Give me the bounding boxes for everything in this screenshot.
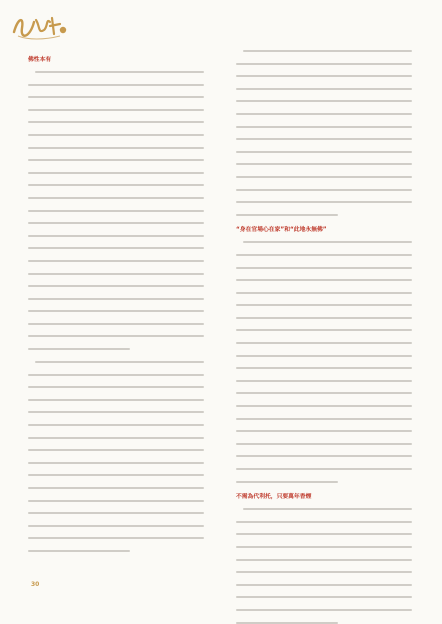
text-line <box>28 399 204 401</box>
text-line <box>236 533 412 535</box>
section-heading: 不需為代利托，只要萬年香煙 <box>236 494 312 501</box>
text-line <box>28 487 204 489</box>
text-line <box>236 443 412 445</box>
text-line <box>28 348 130 350</box>
text-line <box>236 304 412 306</box>
text-line <box>236 88 412 90</box>
text-line <box>236 392 412 394</box>
text-line <box>236 596 412 598</box>
text-line <box>35 361 204 363</box>
text-line <box>236 521 412 523</box>
text-line <box>236 254 412 256</box>
text-line <box>236 317 412 319</box>
text-line <box>28 411 204 413</box>
text-line <box>28 285 204 287</box>
section-heading: 佛性本有 <box>28 57 52 63</box>
text-line <box>236 176 412 178</box>
text-line <box>236 189 412 191</box>
text-line <box>28 449 204 451</box>
text-line <box>236 138 412 140</box>
text-line <box>236 75 412 77</box>
text-line <box>28 335 204 337</box>
text-line <box>28 512 204 514</box>
text-line <box>236 430 412 432</box>
text-line <box>236 267 412 269</box>
text-line <box>243 241 412 243</box>
text-line <box>28 96 204 98</box>
text-line <box>28 210 204 212</box>
text-line <box>28 147 204 149</box>
text-line <box>28 273 204 275</box>
text-line <box>28 247 204 249</box>
text-line <box>236 481 338 483</box>
text-line <box>28 310 204 312</box>
text-line <box>236 546 412 548</box>
text-line <box>236 455 412 457</box>
text-line <box>236 126 412 128</box>
text-line <box>236 113 412 115</box>
text-line <box>28 525 204 527</box>
text-line <box>28 84 204 86</box>
text-line <box>236 100 412 102</box>
text-line <box>28 159 204 161</box>
text-line <box>236 418 412 420</box>
text-line <box>28 550 130 552</box>
text-line <box>28 437 204 439</box>
page-number: 30 <box>31 581 40 588</box>
text-columns <box>28 50 412 572</box>
text-line <box>28 235 204 237</box>
left-column <box>28 50 204 572</box>
text-line <box>236 609 412 611</box>
text-line <box>28 424 204 426</box>
calligraphy-logo-icon <box>10 8 70 42</box>
text-line <box>236 584 412 586</box>
text-line <box>28 184 204 186</box>
text-line <box>28 474 204 476</box>
text-line <box>236 355 412 357</box>
text-line <box>28 323 204 325</box>
text-line <box>236 201 412 203</box>
text-line <box>28 121 204 123</box>
text-line <box>236 367 412 369</box>
text-line <box>236 622 338 624</box>
text-line <box>28 298 204 300</box>
right-column <box>236 50 412 572</box>
text-line <box>28 462 204 464</box>
text-line <box>236 405 412 407</box>
text-line <box>236 571 412 573</box>
section-heading: “身在官場心在家”和“此地永無佛” <box>236 227 327 234</box>
text-line <box>236 214 338 216</box>
text-line <box>243 508 412 510</box>
text-line <box>28 172 204 174</box>
text-line <box>236 63 412 65</box>
text-line <box>28 386 204 388</box>
text-line <box>236 468 412 470</box>
text-line <box>35 71 204 73</box>
text-line <box>236 342 412 344</box>
text-line <box>28 537 204 539</box>
text-line <box>28 109 204 111</box>
text-line <box>236 292 412 294</box>
text-line <box>28 222 204 224</box>
text-line <box>236 329 412 331</box>
text-line <box>28 500 204 502</box>
text-line <box>236 380 412 382</box>
text-line <box>243 50 412 52</box>
header-band <box>0 0 442 48</box>
text-line <box>28 197 204 199</box>
text-line <box>236 559 412 561</box>
text-line <box>236 151 412 153</box>
text-line <box>236 163 412 165</box>
text-line <box>28 374 204 376</box>
text-line <box>28 134 204 136</box>
text-line <box>236 279 412 281</box>
text-line <box>28 260 204 262</box>
